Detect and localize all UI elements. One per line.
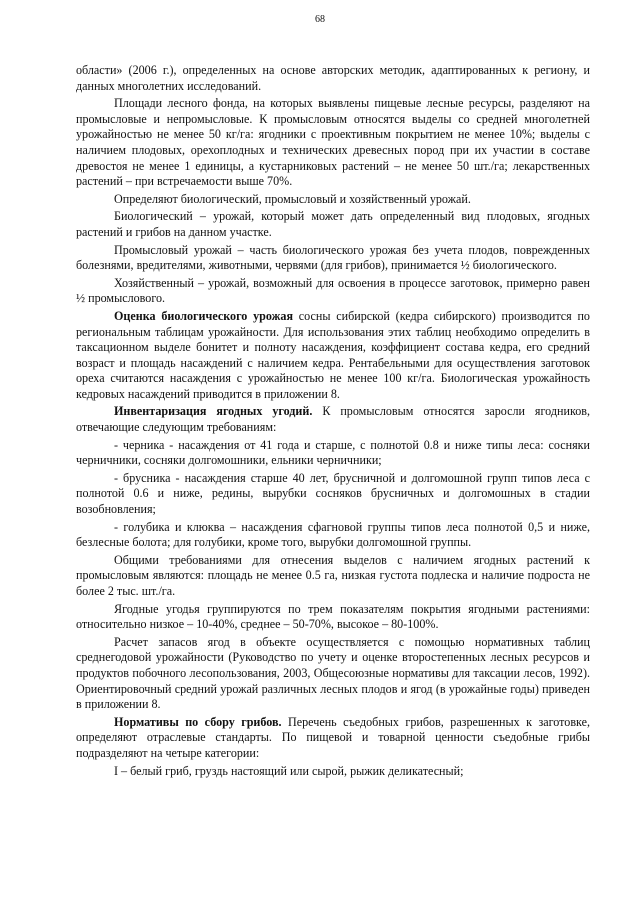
paragraph-4: Биологический – урожай, который может дать определенный вид плодовых, ягодных растений и грибов на данном участке.	[76, 209, 590, 239]
list-item-blueberry: - черника - насаждения от 41 года и старше, с полнотой 0.8 и ниже типы леса: сосняки черничники, сосняки долгомошники, ельники черничники;	[76, 437, 590, 468]
paragraph-3: Определяют биологический, промысловый и хозяйственный урожай.	[114, 191, 471, 206]
list-item-lingonberry: - брусника - насаждения старше 40 лет, брусничной и долгомошной групп типов леса с полнотой 0.6 и ниже, редины, вырубки сосняков брусничных и долгомошных в стадии возобновления;	[76, 470, 590, 517]
paragraph-8-text: К промысловым относятся заросли ягодников, отвечающие следующим требованиям:	[76, 404, 590, 435]
paragraph-15	[76, 715, 590, 762]
paragraph-12: Общими требованиями для отнесения выделов с наличием ягодных растений к промысловым являются: площадь не менее 0.5 га, низкая густота подлеска и наличие подроста не более 2 тыс. шт./га.	[76, 552, 590, 598]
heading-berry-inventory: Инвентаризация ягодных угодий.	[114, 404, 313, 419]
heading-mushroom-norms: Нормативы по сбору грибов.	[114, 714, 282, 729]
paragraph-15-text: Перечень съедобных грибов, разрешенных к заготовке, определяют отраслевые стандарты. По пищевой и товарной ценности съедобные грибы подразделяют на четыре категории:	[76, 714, 590, 760]
paragraph-5: Промысловый урожай – часть биологического урожая без учета плодов, поврежденных болезнями, вредителями, животными, червями (для грибов), принимается ½ биологического.	[76, 242, 590, 273]
paragraph-8	[76, 404, 590, 435]
paragraph-14: Расчет запасов ягод в объекте осуществляется с помощью нормативных таблиц среднегодовой урожайности (Руководство по учету и оценке второстепенных лесных ресурсов и продуктов побочного лесопользования, 2003, Общесоюзные нормативы для таксации лесов, 1992). Ориентировочный средний урожай различных лесных плодов и ягод (в урожайные годы) приведен в приложении 8.	[76, 634, 590, 712]
paragraph-2: Площади лесного фонда, на которых выявлены пищевые лесные ресурсы, разделяют на промысловые и непромысловые. К промысловым относятся выделы со средней многолетней урожайностью не менее 50 кг/га: ягодники с проективным покрытием не менее 10%; выделы с наличием плодовых, орехоплодных и технических древесных пород при их участии в составе древостоя не менее 1 единицы, а кустарниковых растений – не менее 50 шт./га; лекарственных растений – при встречаемости выше 70%.	[76, 96, 590, 189]
page-number: 68	[315, 14, 325, 25]
paragraph-6: Хозяйственный – урожай, возможный для освоения в процессе заготовок, примерно равен ½ промыслового.	[76, 275, 590, 306]
paragraph-7-text: сосны сибирской (кедра сибирского) производится по региональным таблицам урожайности. Для использования этих таблиц необходимо определить в таксационном выделе бонитет и полноту насаждения, коэффициент состава кедра, его средний возраст и площадь насаждений с наличием кедра. Рентабельными для осуществления заготовок ореха считаются насаждения с урожайностью не менее 100 кг/га. Биологическая урожайность кедровых насаждений приводится в приложении 8.	[76, 308, 590, 401]
heading-biological-yield: Оценка биологического урожая	[114, 308, 293, 323]
paragraph-16: I – белый гриб, груздь настоящий или сырой, рыжик деликатесный;	[114, 763, 464, 778]
paragraph-13: Ягодные угодья группируются по трем показателям покрытия ягодными растениями: относительно низкое – 10-40%, среднее – 50-70%, высокое – 80-100%.	[76, 601, 590, 632]
list-item-bog-bilberry-cranberry: - голубика и клюква – насаждения сфагновой группы типов леса полнотой 0,5 и ниже, безлесные болота; для голубики, кроме того, вырубки долгомошной группы.	[76, 519, 590, 550]
page-body	[76, 63, 590, 781]
paragraph-1: области» (2006 г.), определенных на основе авторских методик, адаптированных к региону, и данных многолетних исследований.	[76, 63, 590, 93]
paragraph-7	[76, 309, 590, 403]
